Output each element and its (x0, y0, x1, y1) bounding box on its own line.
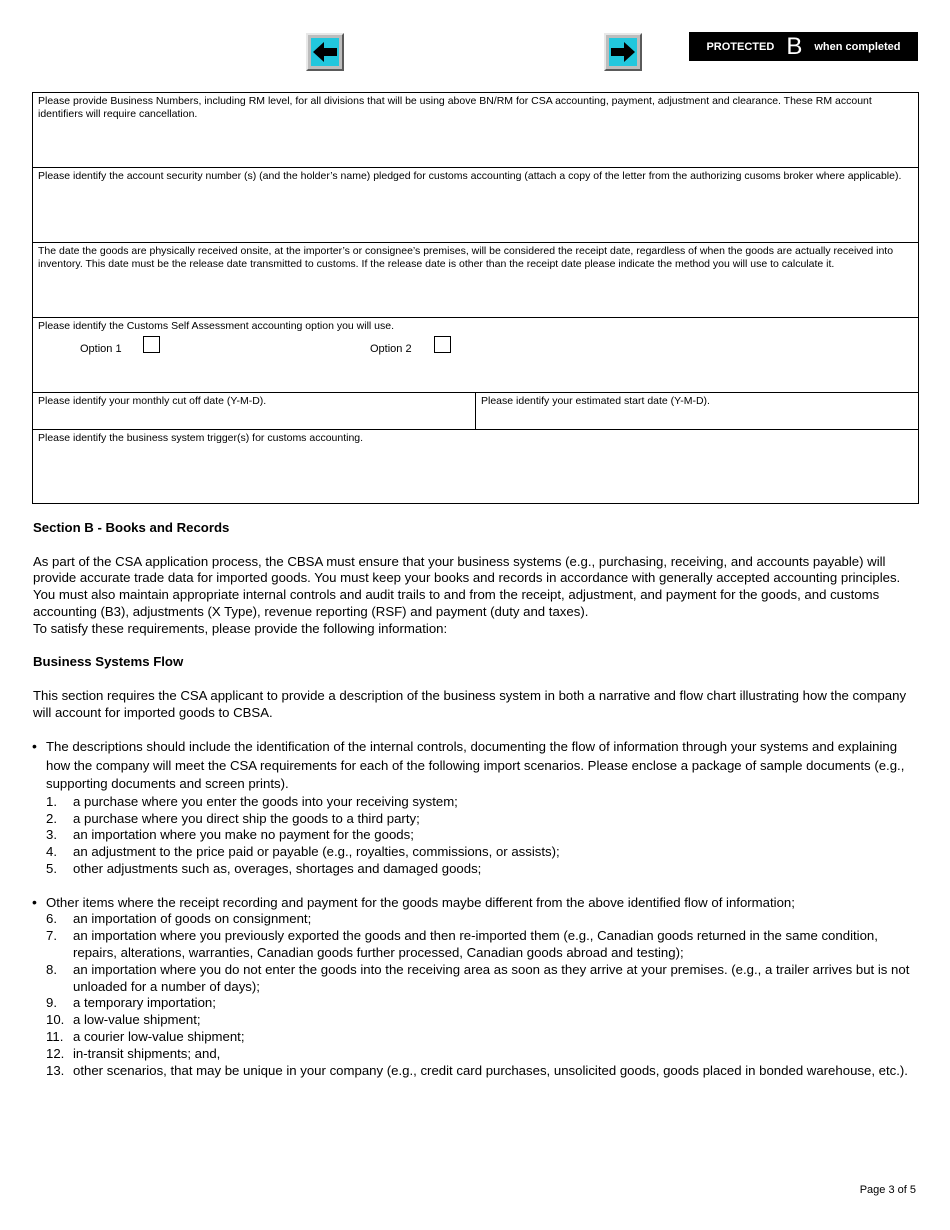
section-b-intro: As part of the CSA application process, the CBSA must ensure that your business systems (e.g., purchasing, receiving, and accounts payable) will provide accurate trade data for imported goods. You must keep your books and records in accordance with generally accepted accounting principles. You must also maintain appropriate internal controls and audit trails to and from the receipt, adjustment, and payment for the goods, and customs accounting (B3), adjustments (X Type), revenue reporting (RSF) and payment (duty and taxes). (33, 553, 901, 619)
section-b-satisfy: To satisfy these requirements, please provide the following information: (33, 620, 448, 636)
cutoff-date-field[interactable] (33, 393, 476, 430)
list-item: 6. an importation of goods on consignment; (46, 911, 312, 927)
option-1-label: Option 1 (80, 343, 122, 355)
protected-label: PROTECTED (706, 40, 775, 53)
bullet-other-items: • Other items where the receipt recording and payment for the goods maybe different from the above identified flow of information; (33, 895, 918, 912)
business-numbers-label: Please provide Business Numbers, including RM level, for all divisions that will be using above BN/RM for CSA accounting, payment, adjustment and clearance. These RM account identifiers will require cancellation. (38, 95, 872, 120)
list-item: 9. a temporary importation; (46, 995, 216, 1011)
cutoff-date-label: Please identify your monthly cut off date (Y-M-D). (38, 395, 267, 407)
option-1-checkbox[interactable] (143, 336, 160, 353)
list-item: 5. other adjustments such as, overages, shortages and damaged goods; (46, 861, 482, 877)
accounting-option-label: Please identify the Customs Self Assessment accounting option you will use. (38, 320, 395, 332)
account-security-label: Please identify the account security number (s) (and the holder’s name) pledged for customs accounting (attach a copy of the letter from the authorizing cusoms broker where applicable). (38, 170, 902, 182)
start-date-label: Please identify your estimated start date (Y-M-D). (481, 395, 710, 407)
list-item: 11. a courier low-value shipment; (46, 1029, 245, 1045)
account-security-field[interactable] (33, 168, 919, 243)
list-item: 10. a low-value shipment; (46, 1012, 201, 1028)
business-numbers-field[interactable] (33, 93, 919, 168)
system-trigger-label: Please identify the business system trigger(s) for customs accounting. (38, 432, 364, 444)
accounting-option-cell (33, 318, 919, 393)
business-systems-flow-intro: This section requires the CSA applicant to provide a description of the business system in both a narrative and flow chart illustrating how the company will account for imported goods to CBSA. (33, 687, 907, 720)
receipt-date-label: The date the goods are physically received onsite, at the importer’s or consignee’s premises, will be considered the receipt date, regardless of when the goods are actually received into inventory. This date must be the release date transmitted to customs. If the release date is other than the receipt date please indicate the method you will use to calculate it. (38, 245, 894, 270)
list-item: 8. an importation where you do not enter the goods into the receiving area as soon as they arrive at your premises. (e.g., a trailer arrives but is not unloaded for a number of days); (46, 961, 910, 994)
scenario-list-1 (33, 794, 918, 878)
protected-letter: B (786, 32, 803, 60)
list-item: 13. other scenarios, that may be unique in your company (e.g., credit card purchases, unsolicited goods, goods placed in bonded warehouse, etc.). (46, 1062, 908, 1078)
start-date-field[interactable] (476, 393, 919, 430)
list-item: 3. an importation where you make no payment for the goods; (46, 827, 414, 843)
previous-page-button[interactable] (306, 33, 344, 71)
bullet-descriptions: • The descriptions should include the identification of the internal controls, documenting the flow of information through your systems and explaining how the company will meet the CSA requirements for each of the following import scenarios. Please enclose a package of sample documents (e.g., supporting documents and screen prints). (33, 738, 918, 794)
page-number: Page 3 of 5 (859, 1184, 916, 1196)
protected-banner (689, 32, 918, 61)
system-trigger-field[interactable] (33, 430, 919, 504)
scenario-list-2 (33, 911, 918, 1079)
receipt-date-method-field[interactable] (33, 243, 919, 318)
list-item: 1. a purchase where you enter the goods into your receiving system; (46, 793, 458, 809)
arrow-left-icon (312, 41, 338, 63)
list-item: 7. an importation where you previously exported the goods and then re-imported them (e.g., Canadian goods returned in the same condition, repairs, alterations, warranties, Canadian goods further processed, Canadian goods abroad and testing); (46, 928, 878, 961)
list-item: 12. in-transit shipments; and, (46, 1045, 221, 1061)
option-2-checkbox[interactable] (434, 336, 451, 353)
option-2-label: Option 2 (370, 343, 412, 355)
protected-suffix: when completed (814, 40, 901, 53)
section-b (33, 520, 918, 1079)
list-item: 2. a purchase where you direct ship the goods to a third party; (46, 810, 420, 826)
business-systems-flow-title: Business Systems Flow (33, 654, 184, 670)
application-form-table (32, 92, 919, 504)
list-item: 4. an adjustment to the price paid or payable (e.g., royalties, commissions, or assists); (46, 844, 560, 860)
arrow-right-icon (610, 41, 636, 63)
next-page-button[interactable] (604, 33, 642, 71)
section-b-title: Section B - Books and Records (33, 520, 230, 535)
